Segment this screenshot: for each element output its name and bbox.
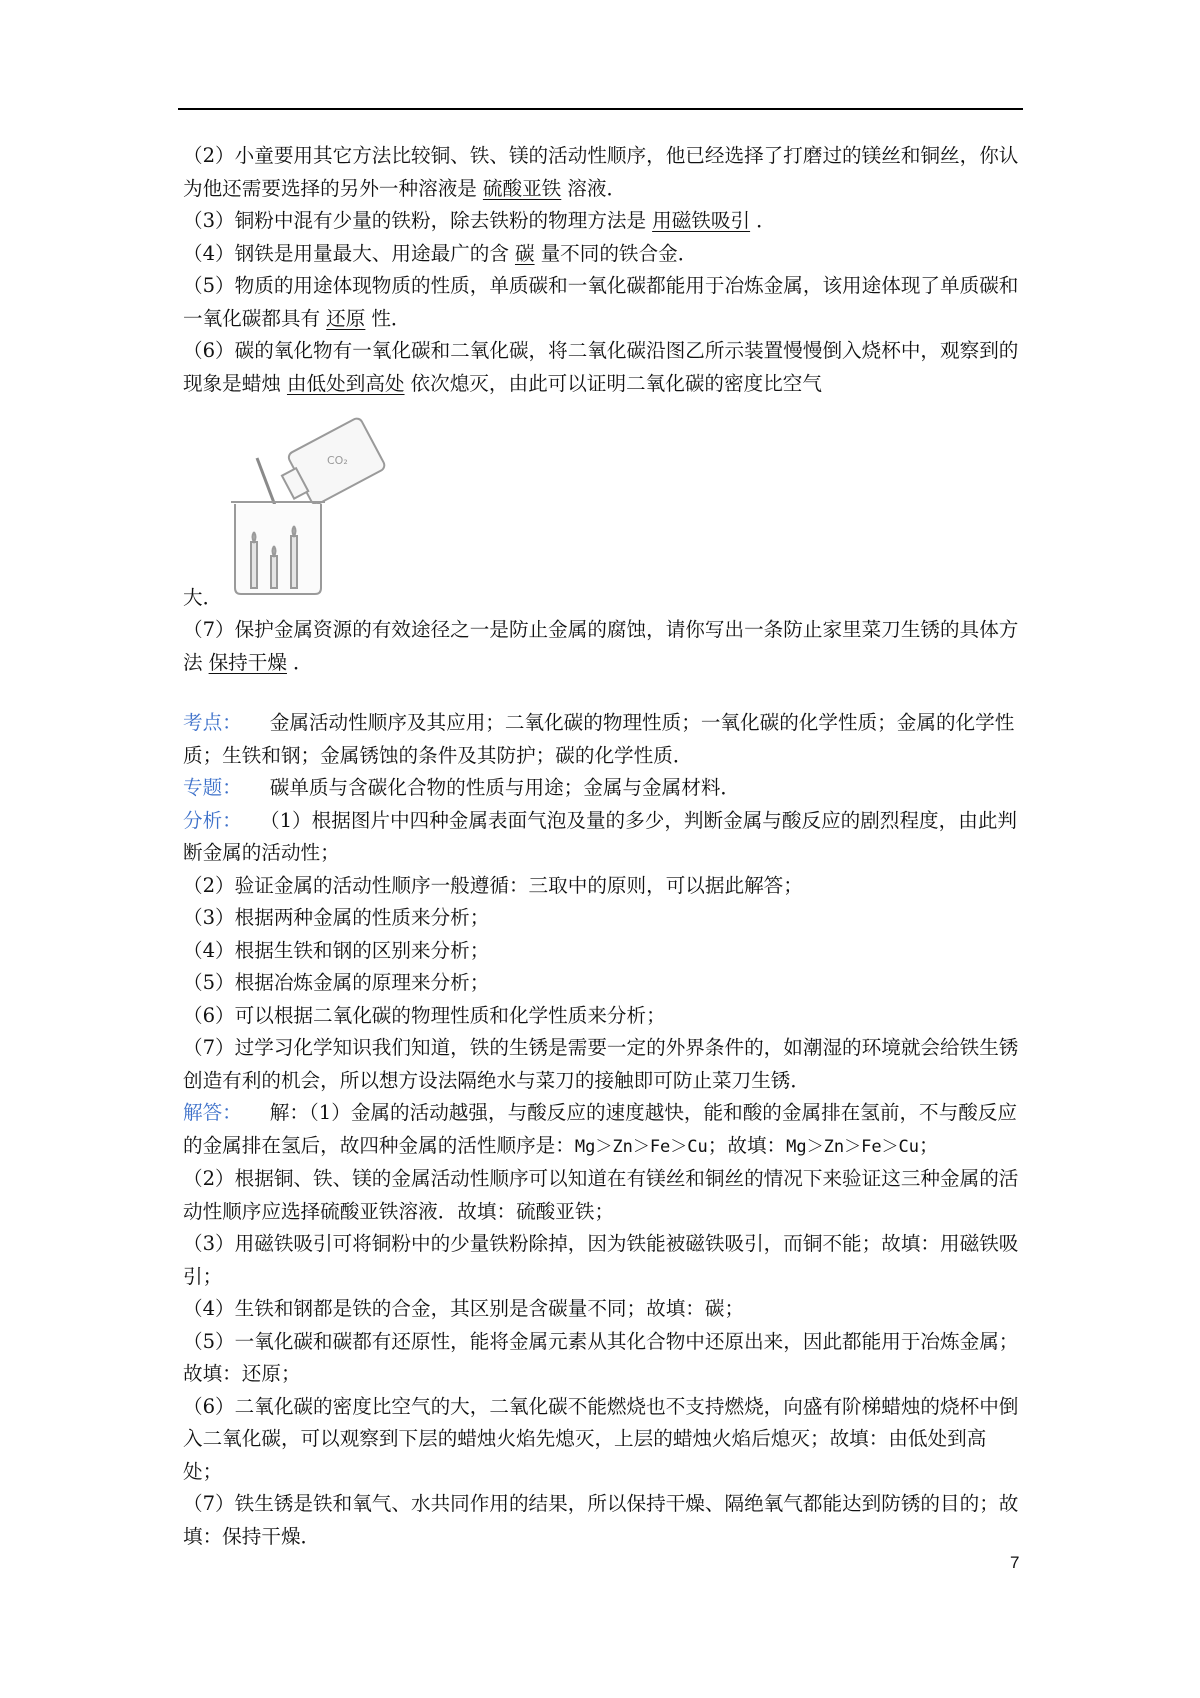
answer-5: 还原 xyxy=(326,306,366,330)
answer-3: 用磁铁吸引 xyxy=(652,209,751,232)
fenxi-label: 分析： xyxy=(183,808,242,832)
question-7: （7）保护金属资源的有效途径之一是防止金属的腐蚀，请你写出一条防止家里菜刀生锈的具体方法 保持干燥 ． xyxy=(183,618,1019,674)
zhuanti-section xyxy=(183,772,1025,805)
header-rule xyxy=(178,108,1023,110)
fenxi-section: 分析： （1）根据图片中四种金属表面气泡及量的多少，判断金属与酸反应的剧烈程度，由此判断金属的活动性； （2）验证金属的活动性顺序一般遵循：三取中的原则，可以据此解答； （3）根据两种金属的性质来分析； （4）根据生铁和钢的区别来分析； （5）根据冶炼金属的原理来分析； （6）可以根据二氧化碳的物理性质和化学性质来分析； （7）过学习化学知识我们知道，铁的生锈是需要一定的外界条件的，如潮湿的环境就会给铁生锈创造有利的机会，所以想方设法隔绝水与菜刀的接触即可防止菜刀生锈． xyxy=(183,808,1019,1092)
figure-line xyxy=(183,400,1025,614)
question-5: （5）物质的用途体现物质的性质，单质碳和一氧化碳都能用于冶炼金属，该用途体现了单质碳和一氧化碳都具有 还原 性． xyxy=(183,274,1019,330)
zhuanti-label: 专题： xyxy=(183,776,242,799)
zhuanti-text: 碳单质与含碳化合物的性质与用途；金属与金属材料． xyxy=(269,776,741,799)
co2-pouring-figure xyxy=(223,406,398,606)
document-body xyxy=(183,140,1025,1553)
jieda-section: 解答： 解：（1）金属的活动越强，与酸反应的速度越快，能和酸的金属排在氢前，不与酸反应的金属排在氢后，故四种金属的活性顺序是：Mg＞Zn＞Fe＞Cu；故填：Mg＞Zn＞Fe＞Cu； （2）根据铜、铁、镁的金属活动性顺序可以知道在有镁丝和铜丝的情况下来验证这三种金属的活动性顺序应选择硫酸亚铁溶液．故填：硫酸亚铁； （3）用磁铁吸引可将铜粉中的少量铁粉除掉，因为铁能被磁铁吸引，而铜不能；故填：用磁铁吸引； （4）生铁和钢都是铁的合金，其区别是含碳量不同；故填：碳； （5）一氧化碳和碳都有还原性，能将金属元素从其化合物中还原出来，因此都能用于冶炼金属；故填：还原； （6）二氧化碳的密度比空气的大，二氧化碳不能燃烧也不支持燃烧，向盛有阶梯蜡烛的烧杯中倒入二氧化碳，可以观察到下层的蜡烛火焰先熄灭，上层的蜡烛火焰后熄灭；故填：由低处到高处； （7）铁生锈是铁和氧气、水共同作用的结果，所以保持干燥、隔绝氧气都能达到防锈的目的；故填：保持干燥． xyxy=(183,1101,1019,1548)
kaodian-section xyxy=(183,707,1025,772)
answer-2: 硫酸亚铁 xyxy=(482,176,562,200)
answer-4: 碳 xyxy=(514,241,535,265)
section-gap xyxy=(183,679,1025,707)
page-number: 7 xyxy=(1010,1553,1020,1572)
question-6: （6）碳的氧化物有一氧化碳和二氧化碳，将二氧化碳沿图乙所示装置慢慢倒入烧杯中，观察到的现象是蜡烛 由低处到高处 依次熄灭，由此可以证明二氧化碳的密度比空气 xyxy=(183,339,1019,395)
answer-6: 由低处到高处 xyxy=(286,371,405,395)
co2-label: CO₂ xyxy=(327,454,348,467)
question-4: （4）钢铁是用量最大、用途最广的含 碳 量不同的铁合金． xyxy=(183,241,698,265)
kaodian-label: 考点： xyxy=(183,711,242,734)
question-6-tail: 大． xyxy=(183,585,223,609)
question-2: （2）小童要用其它方法比较铜、铁、镁的活动性顺序，他已经选择了打磨过的镁丝和铜丝，你认为他还需要选择的另外一种溶液是 硫酸亚铁 溶液． xyxy=(183,144,1019,200)
jieda-label: 解答： xyxy=(183,1101,242,1124)
answer-7: 保持干燥 xyxy=(208,650,287,674)
question-3: （3）铜粉中混有少量的铁粉，除去铁粉的物理方法是 用磁铁吸引 ． xyxy=(183,209,776,232)
kaodian-text: 金属活动性顺序及其应用；二氧化碳的物理性质；一氧化碳的化学性质；金属的化学性质；生铁和钢；金属锈蚀的条件及其防护；碳的化学性质． xyxy=(183,711,1015,767)
